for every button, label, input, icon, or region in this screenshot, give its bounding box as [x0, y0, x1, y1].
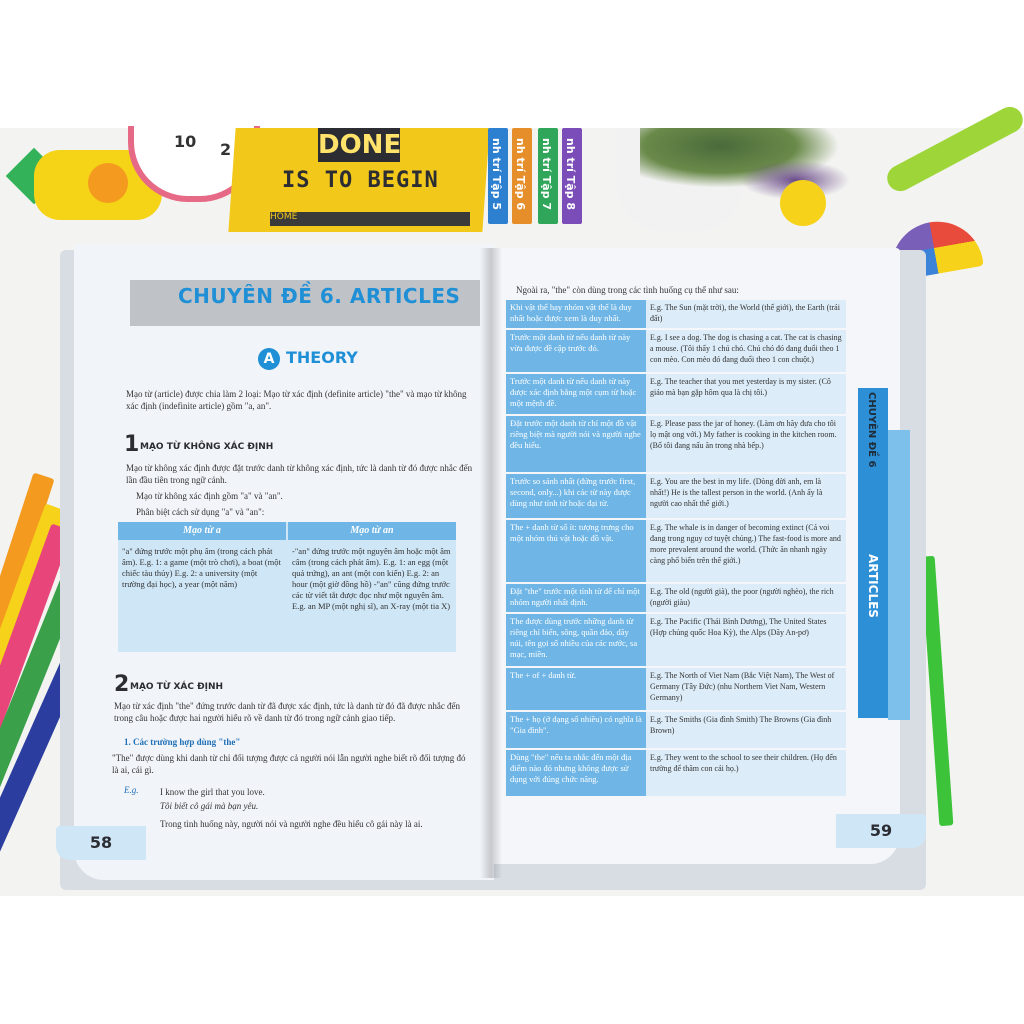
usage-row [506, 750, 846, 796]
spine-label: nh trí Tập 7 [540, 138, 553, 211]
usage-rule: The được dùng trước những danh từ riêng chỉ biển, sông, quần đảo, dãy núi, tên gọi số nhiều của các nước, sa mạc, miền. [506, 614, 646, 666]
book-gutter [480, 248, 502, 878]
usage-example: E.g. Please pass the jar of honey. (Làm ơn hãy đưa cho tôi lọ mật ong với.) My father is cooking in the kitchen room. (Bố tôi đang nấu ăn trong nhà bếp.) [646, 416, 846, 472]
usage-row [506, 330, 846, 372]
notebook-home-text: HOME [270, 212, 298, 222]
book-spine [512, 128, 532, 224]
notebook-done-text: DONE [318, 130, 402, 160]
book-spine [538, 128, 558, 224]
usage-rule: The + danh từ số ít: tượng trưng cho một nhóm thú vật hoặc đồ vật. [506, 520, 646, 582]
usage-example: E.g. You are the best in my life. (Dòng đời anh, em là nhất!) He is the tallest person in the world. (Anh ấy là người cao nhất thế giới.) [646, 474, 846, 518]
spine-label: nh trí Tập 6 [514, 138, 527, 211]
right-intro: Ngoài ra, "the" còn dùng trong các tình huống cụ thể như sau: [516, 285, 739, 295]
usage-rule: Khi vật thể hay nhóm vật thể là duy nhất hoặc được xem là duy nhất. [506, 300, 646, 328]
section-paragraph: "The" được dùng khi danh từ chỉ đối tượng được cả người nói lẫn người nghe biết rõ đối tượng đó là ai, cái gì. [112, 753, 466, 775]
subheading: 1. Các trường hợp dùng "the" [124, 737, 241, 747]
usage-rule: Trước so sánh nhất (đứng trước first, second, only...) khi các từ này được dùng như tính từ hoặc đại từ. [506, 474, 646, 518]
usage-rule: The + họ (ở dạng số nhiều) có nghĩa là "Gia đình". [506, 712, 646, 748]
usage-example: E.g. The North of Viet Nam (Bắc Việt Nam), The West of Germany (Tây Đức) (nhu Northern Viet Nam, Western Germany) [646, 668, 846, 710]
notebook-begin-text: IS TO BEGIN [282, 168, 439, 193]
usage-row [506, 712, 846, 748]
chapter-title: CHUYÊN ĐỀ 6. ARTICLES [178, 284, 461, 308]
usage-rule: Dùng "the" nếu ta nhắc đến một địa điểm nào đó nhưng không được sử dụng với đúng chức năng. [506, 750, 646, 796]
notebook-footer [270, 212, 470, 226]
usage-row [506, 474, 846, 518]
section-number: 1 [124, 432, 140, 457]
example-label: E.g. [124, 785, 139, 795]
book-spine [562, 128, 582, 224]
usage-row [506, 374, 846, 414]
usage-row [506, 668, 846, 710]
example-english: I know the girl that you love. [160, 787, 265, 797]
section-title: MẠO TỪ XÁC ĐỊNH [130, 682, 224, 692]
usage-example: E.g. The whale is in danger of becoming extinct (Cá voi đang trong nguy cơ tuyệt chủng.) The fast-food is more and more prevalent around the world. (Thức ăn nhanh ngày càng phổ biến trên thế giới.) [646, 520, 846, 582]
clock-number: 2 [220, 140, 232, 159]
section-paragraph: Trong tình huống này, người nói và người nghe đều hiểu cô gái này là ai. [160, 819, 423, 829]
usage-rule: Trước một danh từ nếu danh từ này vừa được đề cập trước đó. [506, 330, 646, 372]
usage-example: E.g. They went to the school to see their children. (Họ đến trường để thăm con cái họ.) [646, 750, 846, 796]
usage-example: E.g. I see a dog. The dog is chasing a cat. The cat is chasing a mouse. (Tôi thấy 1 chú chó. Chú chó đó đang đuổi theo 1 con mèo. Con mèo đó đang đuổi theo 1 con chuột.) [646, 330, 846, 372]
side-tab-chapter: CHUYÊN ĐỀ 6 [866, 392, 877, 468]
usage-example: E.g. The old (người già), the poor (người nghèo), the rich (người giàu) [646, 584, 846, 612]
usage-rule: The + of + danh từ. [506, 668, 646, 710]
article-comparison-table [118, 522, 456, 652]
yellow-flower [780, 180, 826, 226]
intro-paragraph: Mạo từ (article) được chia làm 2 loại: Mạo từ xác định (definite article) "the" và mạo từ không xác định (indefinite article) gồm "a, an". [126, 389, 467, 411]
usage-rule: Trước một danh từ nếu danh từ này được xác định bằng một cụm từ hoặc một mệnh đề. [506, 374, 646, 414]
usage-example: E.g. The teacher that you met yesterday is my sister. (Cô giáo mà bạn gặp hôm qua là chị tôi.) [646, 374, 846, 414]
spine-label: nh trí Tập 8 [564, 138, 577, 211]
clock-number: 10 [174, 132, 197, 151]
usage-example: E.g. The Sun (mặt trời), the World (thế giới), the Earth (trái đất) [646, 300, 846, 328]
theory-letter: A [258, 348, 280, 370]
table-header: Mạo từ an [288, 522, 456, 540]
usage-example: E.g. The Pacific (Thái Bình Dương), The United States (Hợp chủng quốc Hoa Kỳ), the Alps (Dãy An-pơ) [646, 614, 846, 666]
usage-row [506, 614, 846, 666]
usage-example: E.g. The Smiths (Gia đình Smith) The Browns (Gia đình Brown) [646, 712, 846, 748]
section-paragraph: Phân biệt cách sử dụng "a" và "an": [136, 507, 265, 517]
page-number-right: 59 [836, 814, 926, 848]
section-paragraph: Mạo từ không xác định gồm "a" và "an". [136, 491, 283, 501]
page-number-left: 58 [56, 826, 146, 860]
side-tab-label: ARTICLES [866, 554, 880, 618]
chapter-side-tab-light [888, 430, 910, 720]
example-vietnamese: Tôi biết cô gái mà bạn yêu. [160, 801, 259, 811]
usage-rule: Đặt "the" trước một tính từ để chỉ một nhóm người nhất định. [506, 584, 646, 612]
usage-row [506, 520, 846, 582]
section-title: MẠO TỪ KHÔNG XÁC ĐỊNH [140, 442, 274, 452]
book-spine [488, 128, 508, 224]
pineapple-dial [88, 163, 128, 203]
usage-row [506, 584, 846, 612]
section-paragraph: Mạo từ xác định "the" đứng trước danh từ đã được xác định, tức là danh từ đó đã được nhắc đến trong câu hoặc được hai người hiểu rõ về danh từ đó trong ngữ cảnh giao tiếp. [114, 701, 461, 723]
table-cell: "a" đứng trước một phụ âm (trong cách phát âm). E.g. 1: a game (một trò chơi), a boat (một chiếc tàu thủy) E.g. 2: a university (một trường đại học), a year (một năm) [122, 546, 281, 589]
usage-row [506, 416, 846, 472]
theory-heading: THEORY [286, 348, 358, 367]
section-number: 2 [114, 672, 130, 697]
usage-rule: Đặt trước một danh từ chỉ một đồ vật riêng biệt mà người nói và người nghe đều hiểu. [506, 416, 646, 472]
spine-label: nh trí Tập 5 [490, 138, 503, 211]
table-cell: -"an" đứng trước một nguyên âm hoặc một âm câm (trong cách phát âm). E.g. 1: an egg (một quả trứng), an ant (một con kiến) E.g. 2: an hour (một giờ đồng hồ) -"an" cũng đứng trước các từ viết tắt được đọc như một nguyên âm. E.g. an MP (một nghị sĩ), an X-ray (một tia X) [292, 546, 451, 611]
section-paragraph: Mạo từ không xác định được đặt trước danh từ không xác định, tức là danh từ đó được nhắc đến lần đầu tiên trong ngữ cảnh. [126, 463, 473, 485]
usage-row [506, 300, 846, 328]
table-header: Mạo từ a [118, 522, 286, 540]
